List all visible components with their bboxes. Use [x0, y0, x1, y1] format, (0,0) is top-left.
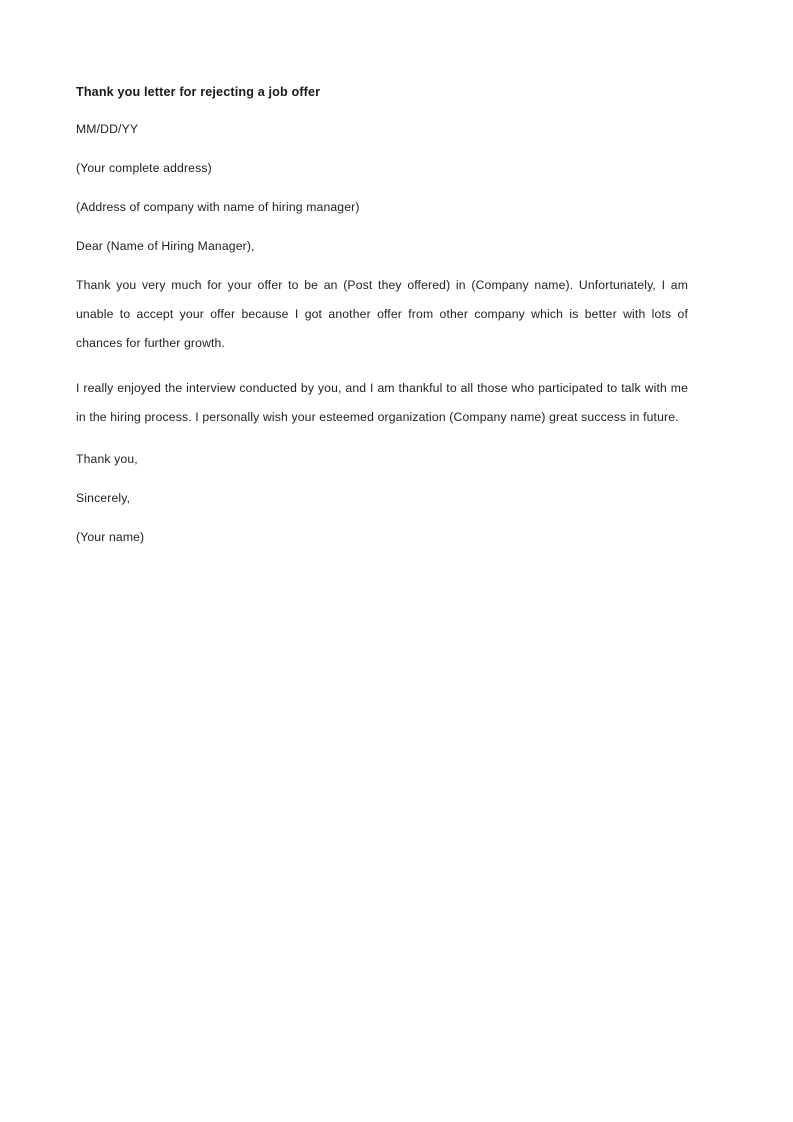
salutation: Dear (Name of Hiring Manager),: [76, 239, 255, 253]
company-address: (Address of company with name of hiring manager): [76, 200, 360, 214]
thanks-line: Thank you,: [76, 452, 138, 466]
closing-line: Sincerely,: [76, 491, 131, 505]
letter-document: [76, 84, 688, 567]
letter-date: MM/DD/YY: [76, 122, 139, 136]
body-paragraph-1: Thank you very much for your offer to be an (Post they offered) in (Company name). Unfortunately, I am unable to accept your offer because I got another offer from other company which is better with lots of chances for further growth.: [76, 278, 688, 350]
letter-title: Thank you letter for rejecting a job offer: [76, 85, 321, 99]
sender-address: (Your complete address): [76, 161, 212, 175]
signature: (Your name): [76, 530, 145, 544]
body-paragraph-2: I really enjoyed the interview conducted by you, and I am thankful to all those who participated to talk with me in the hiring process. I personally wish your esteemed organization (Company name) great success in future.: [76, 381, 688, 424]
